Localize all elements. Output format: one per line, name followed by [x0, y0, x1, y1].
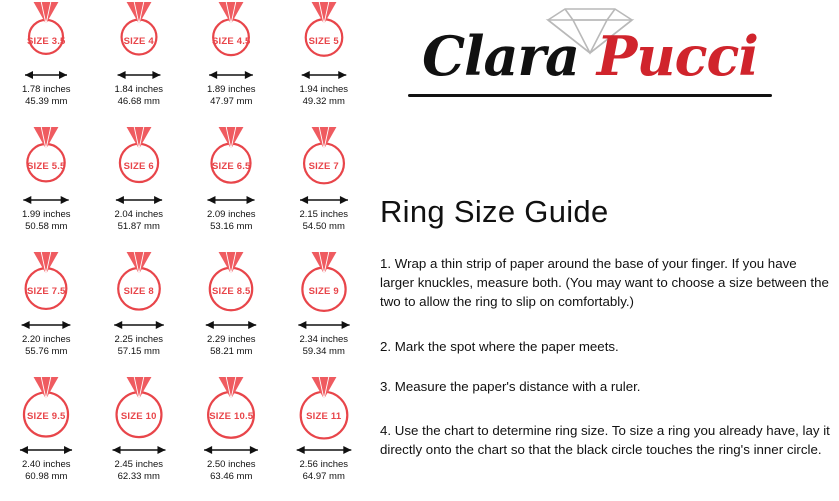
ring-illustration: [185, 0, 278, 72]
ring-measurement-mm: 46.68 mm: [117, 95, 160, 107]
ring-size-label: SIZE 6.5: [211, 161, 251, 172]
ring-illustration: [185, 250, 278, 322]
ring-measurement-inches: 2.09 inches: [206, 209, 256, 220]
ring-measurement: [278, 209, 371, 232]
diameter-arrow: [278, 318, 371, 332]
ring-measurement-mm: 53.16 mm: [210, 220, 253, 232]
ring-size-cell: [185, 375, 278, 500]
ring-size-cell: [278, 375, 371, 500]
ring-size-label: SIZE 5: [308, 36, 339, 47]
ring-measurement: [0, 209, 93, 232]
ring-measurement-mm: 47.97 mm: [210, 95, 253, 107]
ring-size-cell: [185, 125, 278, 250]
guide-step-3: 3. Measure the paper's distance with a ruler.: [380, 379, 641, 394]
ring-measurement-inches: 2.56 inches: [299, 459, 349, 470]
diameter-arrow: [93, 443, 186, 457]
ring-measurement-inches: 2.25 inches: [114, 334, 164, 345]
ring-size-label: SIZE 4: [123, 36, 154, 47]
ring-measurement-mm: 62.33 mm: [117, 470, 160, 482]
ring-measurement: [93, 459, 186, 482]
ring-size-cell: [278, 125, 371, 250]
ring-measurement-mm: 54.50 mm: [302, 220, 345, 232]
ring-measurement: [278, 459, 371, 482]
ring-measurement-mm: 60.98 mm: [25, 470, 68, 482]
ring-size-label: SIZE 10: [120, 411, 157, 422]
ring-illustration: [278, 0, 371, 72]
ring-size-cell: [93, 250, 186, 375]
ring-size-label: SIZE 7.5: [26, 286, 66, 297]
ring-size-cell: [93, 125, 186, 250]
ring-measurement-mm: 51.87 mm: [117, 220, 160, 232]
diameter-arrow: [0, 193, 93, 207]
ring-size-cell: [278, 0, 371, 125]
ring-measurement-mm: 45.39 mm: [25, 95, 68, 107]
ring-illustration: [0, 125, 93, 197]
ring-measurement-inches: 2.20 inches: [21, 334, 71, 345]
diameter-arrow: [185, 443, 278, 457]
ring-measurement: [185, 209, 278, 232]
ring-size-label: SIZE 8: [123, 286, 154, 297]
ring-measurement: [93, 84, 186, 107]
ring-size-cell: [0, 375, 93, 500]
ring-size-cell: [93, 0, 186, 125]
ring-measurement-inches: 1.84 inches: [114, 84, 164, 95]
ring-illustration: [0, 250, 93, 322]
ring-size-cell: [93, 375, 186, 500]
ring-illustration: [185, 375, 278, 447]
ring-size-cell: [185, 250, 278, 375]
ring-measurement-inches: 2.29 inches: [206, 334, 256, 345]
ring-measurement-inches: 1.99 inches: [21, 209, 71, 220]
diameter-arrow: [0, 318, 93, 332]
diameter-arrow: [278, 68, 371, 82]
guide-step-4: 4. Use the chart to determine ring size. To size a ring you already have, lay it directly onto the chart so that the black circle touches the ring's inner circle.: [380, 423, 830, 457]
ring-illustration: [93, 0, 186, 72]
ring-measurement-inches: 2.15 inches: [299, 209, 349, 220]
ring-illustration: [278, 125, 371, 197]
ring-measurement: [278, 334, 371, 357]
ring-size-label: SIZE 7: [308, 161, 339, 172]
ring-measurement: [185, 334, 278, 357]
ring-measurement-inches: 1.78 inches: [21, 84, 71, 95]
brand-logo: [380, 6, 800, 106]
guide-step-2: 2. Mark the spot where the paper meets.: [380, 339, 619, 354]
ring-size-cell: [278, 250, 371, 375]
guide-panel: [372, 0, 839, 501]
ring-measurement: [278, 84, 371, 107]
ring-size-label: SIZE 9: [308, 286, 339, 297]
ring-measurement-mm: 64.97 mm: [302, 470, 345, 482]
ring-illustration: [278, 375, 371, 447]
ring-measurement: [0, 459, 93, 482]
ring-measurement-inches: 2.50 inches: [206, 459, 256, 470]
ring-measurement-inches: 2.34 inches: [299, 334, 349, 345]
diameter-arrow: [93, 68, 186, 82]
diameter-arrow: [0, 443, 93, 457]
diameter-arrow: [278, 443, 371, 457]
ring-size-label: SIZE 8.5: [211, 286, 251, 297]
ring-illustration: [0, 375, 93, 447]
ring-measurement-mm: 55.76 mm: [25, 345, 68, 357]
ring-size-cell: [185, 0, 278, 125]
ring-measurement: [185, 459, 278, 482]
ring-size-label: SIZE 6: [123, 161, 154, 172]
ring-size-cell: [0, 125, 93, 250]
ring-measurement-inches: 2.04 inches: [114, 209, 164, 220]
ring-illustration: [93, 125, 186, 197]
ring-illustration: [93, 250, 186, 322]
diameter-arrow: [0, 68, 93, 82]
ring-measurement: [0, 84, 93, 107]
page-title: Ring Size Guide: [380, 194, 609, 229]
diameter-arrow: [278, 193, 371, 207]
ring-size-cell: [0, 0, 93, 125]
diameter-arrow: [185, 193, 278, 207]
ring-measurement-mm: 59.34 mm: [302, 345, 345, 357]
ring-size-label: SIZE 4.5: [211, 36, 251, 47]
diameter-arrow: [93, 193, 186, 207]
diameter-arrow: [185, 68, 278, 82]
ring-size-label: SIZE 10.5: [209, 411, 254, 422]
ring-size-label: SIZE 5.5: [26, 161, 66, 172]
guide-step-1: 1. Wrap a thin strip of paper around the base of your finger. If you have larger knuckles, measure both. (You may want to choose a size between the two to allow the ring to slip on comfortably.): [380, 256, 829, 309]
ring-measurement-mm: 57.15 mm: [117, 345, 160, 357]
ring-measurement-mm: 63.46 mm: [210, 470, 253, 482]
diameter-arrow: [185, 318, 278, 332]
ring-illustration: [185, 125, 278, 197]
ring-measurement-mm: 49.32 mm: [302, 95, 345, 107]
ring-measurement: [93, 334, 186, 357]
ring-measurement-inches: 1.94 inches: [299, 84, 349, 95]
ring-size-label: SIZE 11: [306, 411, 342, 422]
ring-measurement-mm: 58.21 mm: [210, 345, 253, 357]
ring-measurement: [0, 334, 93, 357]
ring-measurement: [93, 209, 186, 232]
ring-size-label: SIZE 9.5: [26, 411, 66, 422]
ring-measurement-inches: 2.40 inches: [21, 459, 71, 470]
ring-measurement-inches: 1.89 inches: [206, 84, 256, 95]
ring-size-label: SIZE 3.5: [26, 36, 66, 47]
ring-measurement-mm: 50.58 mm: [25, 220, 68, 232]
ring-size-cell: [0, 250, 93, 375]
brand-first-word: Clara: [422, 24, 579, 88]
ring-size-chart: [0, 0, 370, 501]
ring-illustration: [0, 0, 93, 72]
ring-illustration: [278, 250, 371, 322]
ring-illustration: [93, 375, 186, 447]
brand-second-word: Pucci: [596, 24, 758, 88]
ring-measurement: [185, 84, 278, 107]
brand-wordmark: [380, 24, 800, 88]
brand-underline: [408, 94, 772, 97]
ring-measurement-inches: 2.45 inches: [114, 459, 164, 470]
diameter-arrow: [93, 318, 186, 332]
